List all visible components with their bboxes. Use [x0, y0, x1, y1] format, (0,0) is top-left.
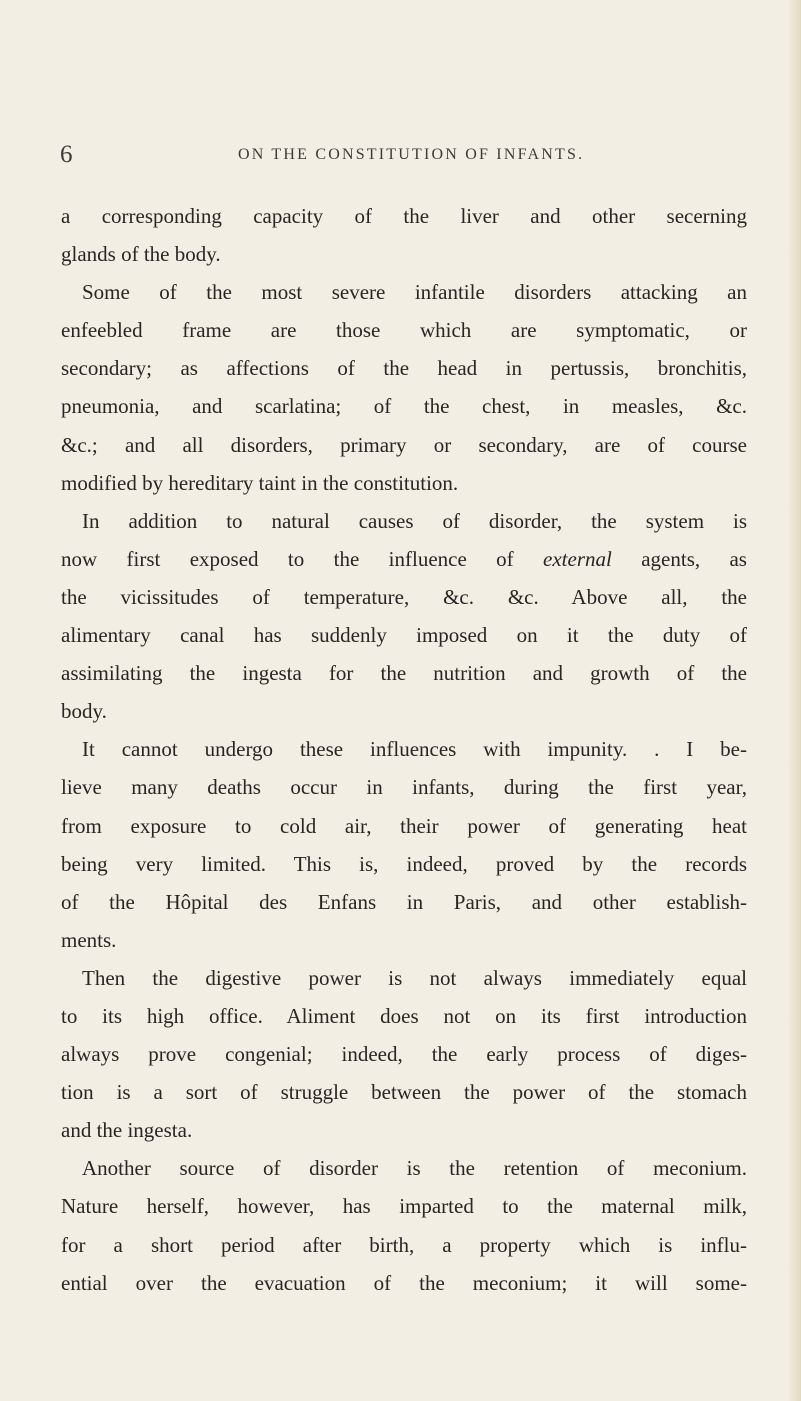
- text-line: secondary; as affections of the head in pertussis, bronchitis,: [61, 356, 747, 381]
- text-line: pneumonia, and scarlatina; of the chest, in measles, &c.: [61, 394, 747, 419]
- text-line: modified by hereditary taint in the constitution.: [61, 470, 459, 495]
- text-line: glands of the body.: [61, 242, 221, 267]
- paragraph: [61, 730, 747, 959]
- text-line: always prove congenial; indeed, the early process of diges-: [61, 1042, 747, 1067]
- text-line: ential over the evacuation of the meconium; it will some-: [61, 1270, 747, 1295]
- text-line: and the ingesta.: [61, 1118, 193, 1143]
- text-line: Then the digestive power is not always immediately equal: [82, 965, 747, 990]
- running-head: [60, 140, 750, 170]
- text-line: alimentary canal has suddenly imposed on it the duty of: [61, 623, 747, 648]
- paragraph: [61, 959, 747, 1149]
- text-line: &c.; and all disorders, primary or secondary, are of course: [61, 432, 747, 457]
- page-edge-shadow: [787, 0, 801, 1401]
- paragraph: [61, 502, 747, 731]
- text-line: the vicissitudes of temperature, &c. &c. Above all, the: [61, 584, 747, 609]
- text-line: tion is a sort of struggle between the power of the stomach: [61, 1080, 747, 1105]
- text-line: to its high office. Aliment does not on its first introduction: [61, 1003, 747, 1028]
- text-line: for a short period after birth, a property which is influ-: [61, 1232, 747, 1257]
- text-line: lieve many deaths occur in infants, during the first year,: [61, 775, 747, 800]
- text-line: Nature herself, however, has imparted to the maternal milk,: [61, 1194, 747, 1219]
- text-line: from exposure to cold air, their power of generating heat: [61, 813, 747, 838]
- text-line: of the Hôpital des Enfans in Paris, and other establish-: [61, 889, 747, 914]
- text-line: assimilating the ingesta for the nutrition and growth of the: [61, 661, 747, 686]
- body-text: [61, 197, 747, 1302]
- italic-word: external: [543, 546, 612, 571]
- paragraph: [61, 273, 747, 502]
- text-line: In addition to natural causes of disorder, the system is: [82, 508, 747, 533]
- text-line: now first exposed to the influence of external agents, as: [61, 546, 747, 571]
- paragraph: [61, 1149, 747, 1301]
- text-line: It cannot undergo these influences with impunity. . I be-: [82, 737, 747, 762]
- text-line: enfeebled frame are those which are symptomatic, or: [61, 318, 747, 343]
- text-line: Another source of disorder is the retention of meconium.: [82, 1156, 747, 1181]
- text-line: a corresponding capacity of the liver and other secerning: [61, 204, 747, 228]
- page-number: 6: [60, 141, 73, 168]
- paragraph: [61, 197, 747, 273]
- text-line: being very limited. This is, indeed, proved by the records: [61, 851, 747, 876]
- text-line: Some of the most severe infantile disorders attacking an: [82, 280, 747, 305]
- running-head-title: ON THE CONSTITUTION OF INFANTS.: [238, 146, 585, 163]
- text-line: ments.: [61, 927, 117, 952]
- text-line: body.: [61, 699, 107, 724]
